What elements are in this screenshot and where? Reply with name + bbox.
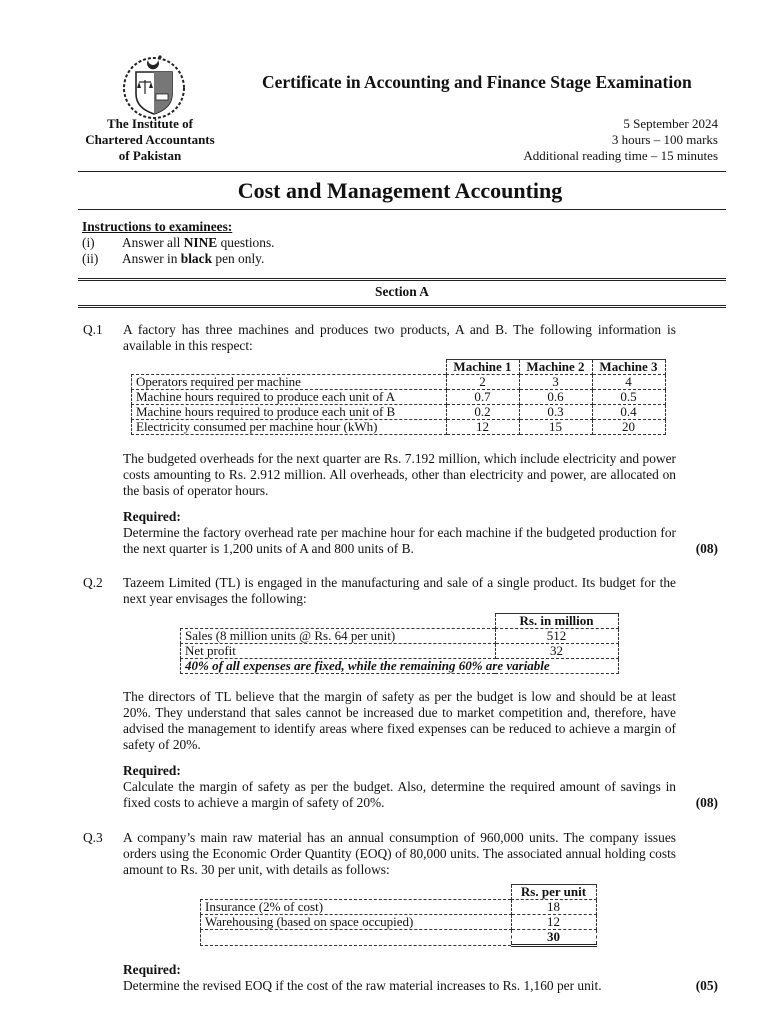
- q1-required: Determine the factory overhead rate per machine hour for each machine if the budgeted production for the next quarter is 1,200 units of A and 800 units of B.: [123, 525, 676, 556]
- q2-paragraph: The directors of TL believe that the margin of safety as per the budget is low and should be at least 20%. They understand that sales cannot be increased due to market competition and, therefore, have advised the management to identify areas where fixed expenses can be reduced to achieve a margin of safety of 20%.: [123, 689, 676, 752]
- q1-paragraph: The budgeted overheads for the next quarter are Rs. 7.192 million, which include electricity and power costs amounting to Rs. 2.912 million. All overheads, other than electricity and power, are allocated on the basis of operator hours.: [123, 451, 676, 498]
- table-row: Net profit 32: [181, 644, 619, 659]
- divider: [78, 305, 726, 308]
- table-header: Machine 1: [446, 360, 519, 375]
- table-row: 40% of all expenses are fixed, while the remaining 60% are variable: [181, 659, 619, 674]
- table-row: Machine hours required to produce each unit of B 0.2 0.3 0.4: [132, 405, 666, 420]
- q3-holding-cost-table: [200, 884, 597, 947]
- exam-date: 5 September 2024: [623, 116, 718, 131]
- table-header: Machine 3: [592, 360, 665, 375]
- instruction-item: (ii) Answer in black pen only.: [82, 251, 265, 266]
- instructions-heading: Instructions to examinees:: [82, 219, 233, 234]
- table-row: Sales (8 million units @ Rs. 64 per unit) 512: [181, 629, 619, 644]
- q2-required: Calculate the margin of safety as per the budget. Also, determine the required amount of savings in fixed costs to achieve a margin of safety of 20%.: [123, 779, 676, 810]
- q2-budget-table: [180, 613, 619, 674]
- q3-required: Determine the revised EOQ if the cost of the raw material increases to Rs. 1,160 per unit.: [123, 978, 602, 993]
- table-row: Electricity consumed per machine hour (kWh) 12 15 20: [132, 420, 666, 435]
- table-row: Machine hours required to produce each unit of A 0.7 0.6 0.5: [132, 390, 666, 405]
- divider: [78, 171, 726, 172]
- question-number: Q.2: [83, 575, 103, 590]
- table-row: 30: [201, 930, 597, 946]
- institute-name: The Institute of Chartered Accountants of Pakistan: [85, 116, 215, 163]
- question-number: Q.1: [83, 322, 103, 337]
- required-label: Required:: [123, 962, 181, 977]
- divider: [78, 209, 726, 210]
- table-row: Warehousing (based on space occupied) 12: [201, 915, 597, 930]
- required-label: Required:: [123, 509, 181, 524]
- divider: [78, 278, 726, 281]
- q3-intro: A company’s main raw material has an annual consumption of 960,000 units. The company issues orders using the Economic Order Quantity (EOQ) of 80,000 units. The associated annual holding costs amount to Rs. 30 per unit, with details as follows:: [123, 830, 676, 877]
- table-header: Rs. per unit: [511, 885, 596, 900]
- table-header: Machine 2: [519, 360, 592, 375]
- section-heading: Section A: [375, 284, 429, 299]
- table-row: Operators required per machine 2 3 4: [132, 375, 666, 390]
- q2-intro: Tazeem Limited (TL) is engaged in the manufacturing and sale of a single product. Its budget for the next year envisages the following:: [123, 575, 676, 606]
- subject-title: Cost and Management Accounting: [237, 178, 563, 203]
- icap-crest-icon: [118, 50, 190, 122]
- exam-title: Certificate in Accounting and Finance Stage Examination: [262, 72, 692, 92]
- marks: (05): [695, 978, 718, 993]
- exam-meta: [523, 116, 718, 164]
- q1-intro: A factory has three machines and produces two products, A and B. The following information is available in this respect:: [123, 322, 676, 353]
- instruction-item: (i) Answer all NINE questions.: [82, 235, 275, 250]
- marks: (08): [695, 795, 718, 810]
- required-label: Required:: [123, 763, 181, 778]
- table-header: Rs. in million: [495, 614, 618, 629]
- table-row: Insurance (2% of cost) 18: [201, 900, 597, 915]
- question-number: Q.3: [83, 830, 103, 845]
- q1-machine-table: [131, 359, 666, 435]
- reading-time: Additional reading time – 15 minutes: [523, 148, 718, 163]
- exam-duration: 3 hours – 100 marks: [611, 132, 718, 147]
- marks: (08): [695, 541, 718, 556]
